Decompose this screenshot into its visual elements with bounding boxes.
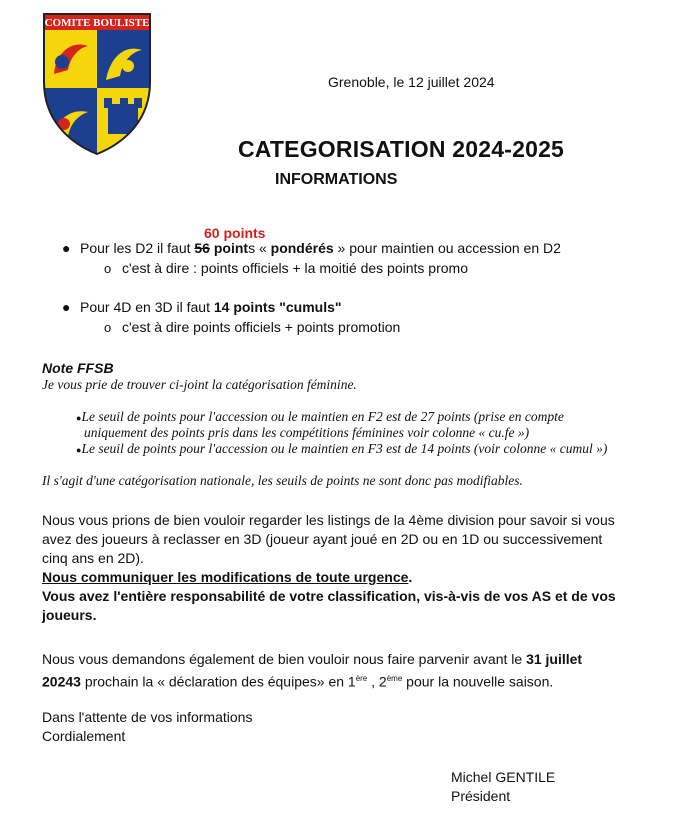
bullet-d2: ● Pour les D2 il faut 56 points « pondérés » pour maintien ou accession en D2	[62, 240, 561, 256]
small-bullet-icon: ●	[76, 413, 82, 423]
document-title: CATEGORISATION 2024-2025	[238, 136, 565, 162]
signature	[451, 768, 555, 806]
comite-bouliste-logo	[42, 12, 152, 156]
responsibility-line1: Vous avez l'entière responsabilité de votre classification, vis-à-vis de vos AS et de vos	[42, 588, 616, 604]
signature-role: Président	[451, 788, 511, 804]
note-intro: Je vous prie de trouver ci-joint la catégorisation féminine.	[42, 377, 357, 392]
paragraph-declaration: Nous vous demandons également de bien vouloir nous faire parvenir avant le 31 juillet 20243 prochain la « déclaration des équipes» en 1ère , 2ème pour la nouvelle saison.	[42, 651, 583, 690]
closing: Dans l'attente de vos informations Cordialement	[42, 709, 253, 744]
responsibility-line2: joueurs.	[42, 607, 97, 623]
signature-name: Michel GENTILE	[451, 769, 556, 785]
document-date: Grenoble, le 12 juillet 2024	[328, 74, 495, 90]
logo-text: COMITE BOULISTE	[44, 17, 150, 29]
document-subtitle: INFORMATIONS	[275, 171, 398, 188]
note-national: Il s'agit d'une catégorisation nationale, les seuils de points ne sont donc pas modifiables.	[42, 473, 523, 488]
sub-bullet-d4: o c'est à dire points officiels + points promotion	[104, 319, 401, 335]
paragraph-listings: Nous vous prions de bien vouloir regarder les listings de la 4ème division pour savoir si vous avez des joueurs à reclasser en 3D (joueur ayant joué en 2D ou en 1D ou successivement cinq ans en 2D). Nous communiquer les modifications de toute urgence. Vous avez l'entière responsabilité de votre classification, vis-à-vis de vos AS et de vos joueurs.	[42, 511, 672, 625]
note-f2-line1: ●Le seuil de points pour l'accession ou le maintien en F2 est de 27 points (prise en compte	[76, 409, 564, 424]
struck-value: 56	[194, 240, 210, 256]
urgent-notice: Nous communiquer les modifications de toute urgence	[42, 569, 409, 585]
bullet-icon: ●	[62, 240, 71, 256]
small-bullet-icon: ●	[76, 445, 82, 455]
sub-bullet-d2: o c'est à dire : points officiels + la moitié des points promo	[104, 260, 468, 276]
note-title: Note FFSB	[42, 360, 114, 376]
bullet-d4: ● Pour 4D en 3D il faut 14 points "cumuls"	[62, 299, 342, 315]
handwritten-correction: 60 points	[204, 225, 266, 241]
note-f2-line2: uniquement des points pris dans les compétitions féminines voir colonne « cu.fe »)	[84, 425, 530, 440]
bullet-icon: ●	[62, 299, 71, 315]
circle-bullet-icon: o	[104, 261, 112, 276]
note-f3-line: ●Le seuil de points pour l'accession ou le maintien en F3 est de 14 points (voir colonne « cumul »)	[76, 441, 608, 456]
circle-bullet-icon: o	[104, 320, 112, 335]
